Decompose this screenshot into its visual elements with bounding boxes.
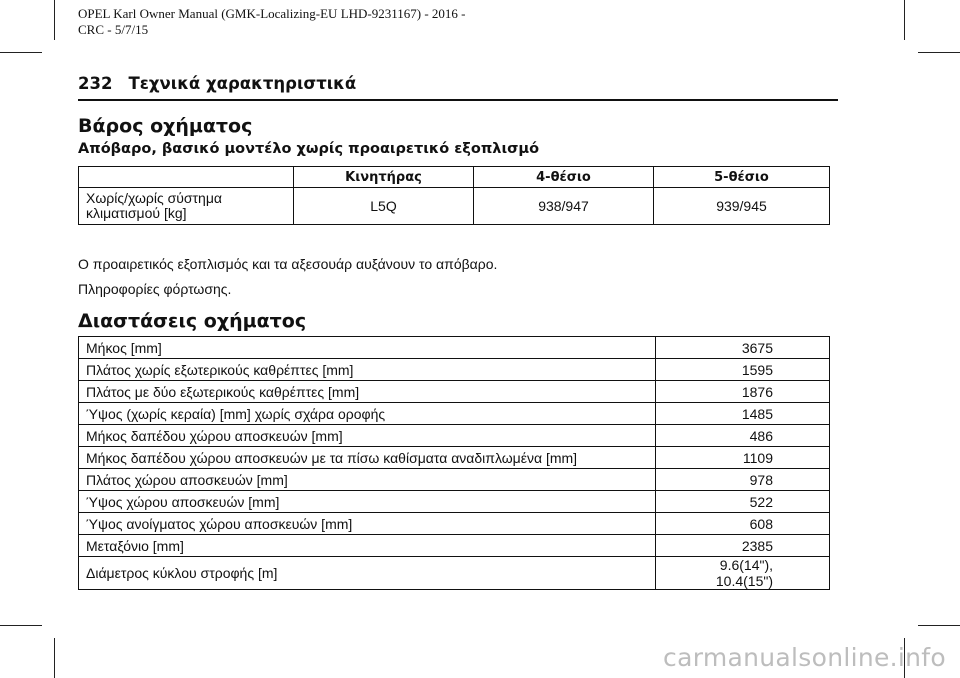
table-row [79, 535, 830, 557]
table-row [79, 381, 830, 403]
dimension-label: Μήκος δαπέδου χώρου αποσκευών [mm] [79, 425, 656, 447]
table-row [79, 447, 830, 469]
section-title-dimensions: Διαστάσεις οχήματος [78, 310, 307, 332]
dimension-value: 9.6(14"), 10.4(15") [656, 557, 830, 590]
table-row [79, 513, 830, 535]
row-label-line: κλιματισμού [kg] [86, 205, 187, 221]
section-title-weight: Βάρος οχήματος [78, 115, 253, 137]
watermark-text: carmanualsonline.info [663, 643, 946, 672]
dimension-value: 486 [656, 425, 830, 447]
table-header-row [79, 167, 830, 188]
dimension-value: 608 [656, 513, 830, 535]
weight-table [78, 166, 830, 225]
column-header: 5-θέσιο [654, 167, 830, 188]
engine-cell: L5Q [294, 188, 474, 225]
dimension-value: 3675 [656, 337, 830, 359]
weight-note: Ο προαιρετικός εξοπλισμός και τα αξεσουάρ αυξάνουν το απόβαρο. [78, 256, 498, 272]
dimension-value: 978 [656, 469, 830, 491]
column-header: 4-θέσιο [474, 167, 654, 188]
table-row [79, 359, 830, 381]
five-seat-cell: 939/945 [654, 188, 830, 225]
table-row [79, 188, 830, 225]
column-header: Κινητήρας [294, 167, 474, 188]
loading-info-note: Πληροφορίες φόρτωσης. [78, 281, 232, 297]
dimension-label: Πλάτος χώρου αποσκευών [mm] [79, 469, 656, 491]
crop-mark [54, 0, 55, 40]
table-row [79, 491, 830, 513]
dimensions-table [78, 336, 830, 590]
meta-line-1: OPEL Karl Owner Manual (GMK-Localizing-EU LHD-9231167) - 2016 - [78, 6, 466, 21]
table-row [79, 337, 830, 359]
dimension-label: Μήκος [mm] [79, 337, 656, 359]
dimension-label: Μήκος δαπέδου χώρου αποσκευών με τα πίσω καθίσματα αναδιπλωμένα [mm] [79, 447, 656, 469]
dimension-label: Πλάτος χωρίς εξωτερικούς καθρέπτες [mm] [79, 359, 656, 381]
chapter-title: Τεχνικά χαρακτηριστικά [128, 74, 357, 93]
dimension-value: 1876 [656, 381, 830, 403]
crop-mark [918, 52, 960, 53]
dimension-value: 1485 [656, 403, 830, 425]
crop-mark [904, 0, 905, 40]
dimension-value: 522 [656, 491, 830, 513]
table-row [79, 403, 830, 425]
column-header [79, 167, 294, 188]
four-seat-cell: 938/947 [474, 188, 654, 225]
document-meta [78, 6, 466, 38]
page-number: 232 [78, 74, 113, 93]
crop-mark [0, 625, 42, 626]
crop-mark [0, 52, 42, 53]
row-label [79, 188, 294, 225]
table-row [79, 469, 830, 491]
dimension-value: 1595 [656, 359, 830, 381]
weight-subtitle: Απόβαρο, βασικό μοντέλο χωρίς προαιρετικό εξοπλισμό [78, 141, 540, 157]
dimension-label: Ύψος (χωρίς κεραία) [mm] χωρίς σχάρα οροφής [79, 403, 656, 425]
dimension-value: 1109 [656, 447, 830, 469]
page-header [78, 74, 838, 93]
header-rule [78, 99, 838, 101]
table-row [79, 557, 830, 590]
crop-mark [54, 638, 55, 678]
dimension-label: Ύψος χώρου αποσκευών [mm] [79, 491, 656, 513]
meta-line-2: CRC - 5/7/15 [78, 22, 149, 37]
dimension-value: 2385 [656, 535, 830, 557]
table-row [79, 425, 830, 447]
dimension-label: Πλάτος με δύο εξωτερικούς καθρέπτες [mm] [79, 381, 656, 403]
dimension-label: Ύψος ανοίγματος χώρου αποσκευών [mm] [79, 513, 656, 535]
dimension-label: Μεταξόνιο [mm] [79, 535, 656, 557]
crop-mark [918, 625, 960, 626]
row-label-line: Χωρίς/χωρίς σύστημα [86, 190, 223, 206]
dimension-label: Διάμετρος κύκλου στροφής [m] [79, 557, 656, 590]
